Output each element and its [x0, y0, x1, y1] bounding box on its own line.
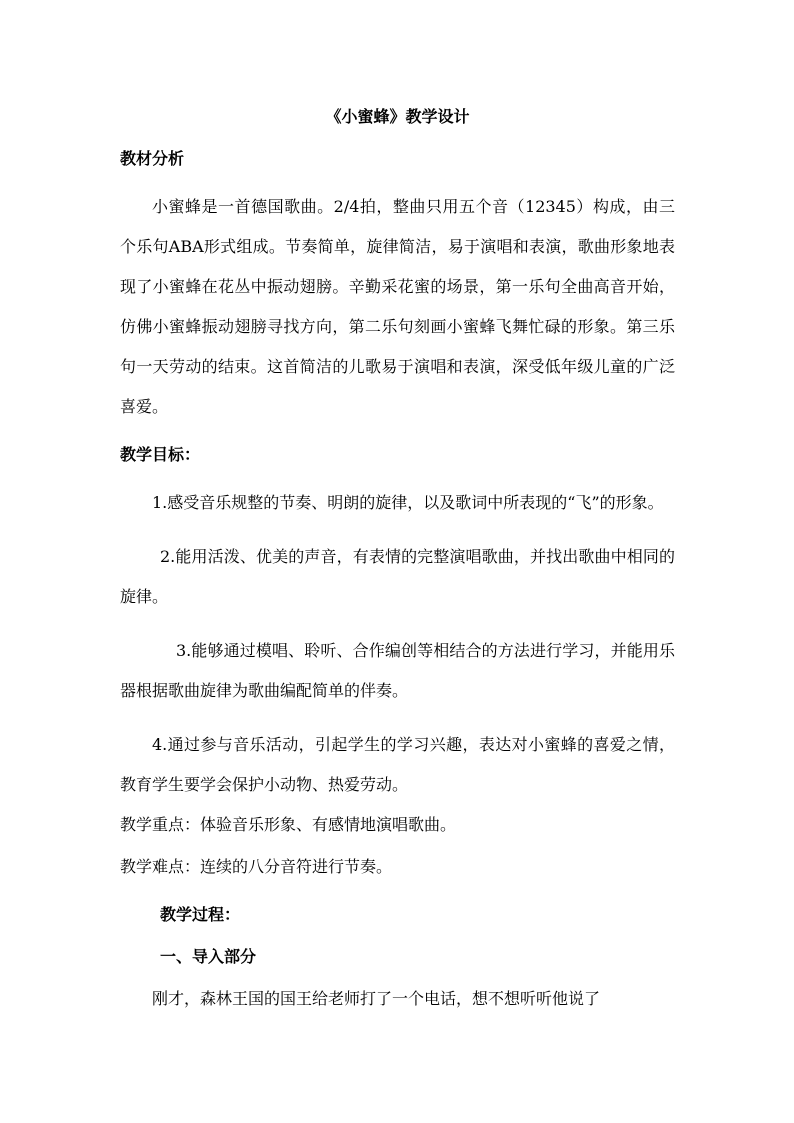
goals-heading: 教学目标： [120, 445, 201, 464]
process-heading: 教学过程： [160, 905, 241, 924]
analysis-paragraph: 小蜜蜂是一首德国歌曲。2/4拍，整曲只用五个音（12345）构成，由三个乐句ABA形式组成。节奏简单，旋律简洁，易于演唱和表演，歌曲形象地表现了小蜜蜂在花丛中振动翅膀。辛勤采花蜜的场景，第一乐句全曲高音开始，仿佛小蜜蜂振动翅膀寻找方向，第二乐句刻画小蜜蜂飞舞忙碌的形象。第三乐句一天劳动的结束。这首简洁的儿歌易于演唱和表演，深受低年级儿童的广泛喜爱。 [120, 197, 675, 416]
section-1-body: 刚才，森林王国的国王给老师打了一个电话，想不想听听他说了 [152, 989, 601, 1008]
goal-item-3: 3.能够通过模唱、聆听、合作编创等相结合的方法进行学习，并能用乐器根据歌曲旋律为歌曲编配简单的伴奏。 [120, 641, 675, 700]
difficulty-point: 教学难点：连续的八分音符进行节奏。 [120, 857, 393, 876]
goal-item-2: 2.能用活泼、优美的声音，有表情的完整演唱歌曲，并找出歌曲中相同的旋律。 [120, 547, 675, 606]
section-1-heading: 一、导入部分 [160, 947, 257, 966]
key-point: 教学重点：体验音乐形象、有感情地演唱歌曲。 [120, 815, 457, 834]
goal-item-4: 4.通过参与音乐活动，引起学生的学习兴趣，表达对小蜜蜂的喜爱之情，教育学生要学会保护小动物、热爱劳动。 [120, 735, 675, 794]
goal-item-1: 1.感受音乐规整的节奏、明朗的旋律，以及歌词中所表现的“飞”的形象。 [152, 493, 664, 512]
document-title: 《小蜜蜂》教学设计 [325, 107, 470, 126]
analysis-heading: 教材分析 [120, 149, 185, 168]
